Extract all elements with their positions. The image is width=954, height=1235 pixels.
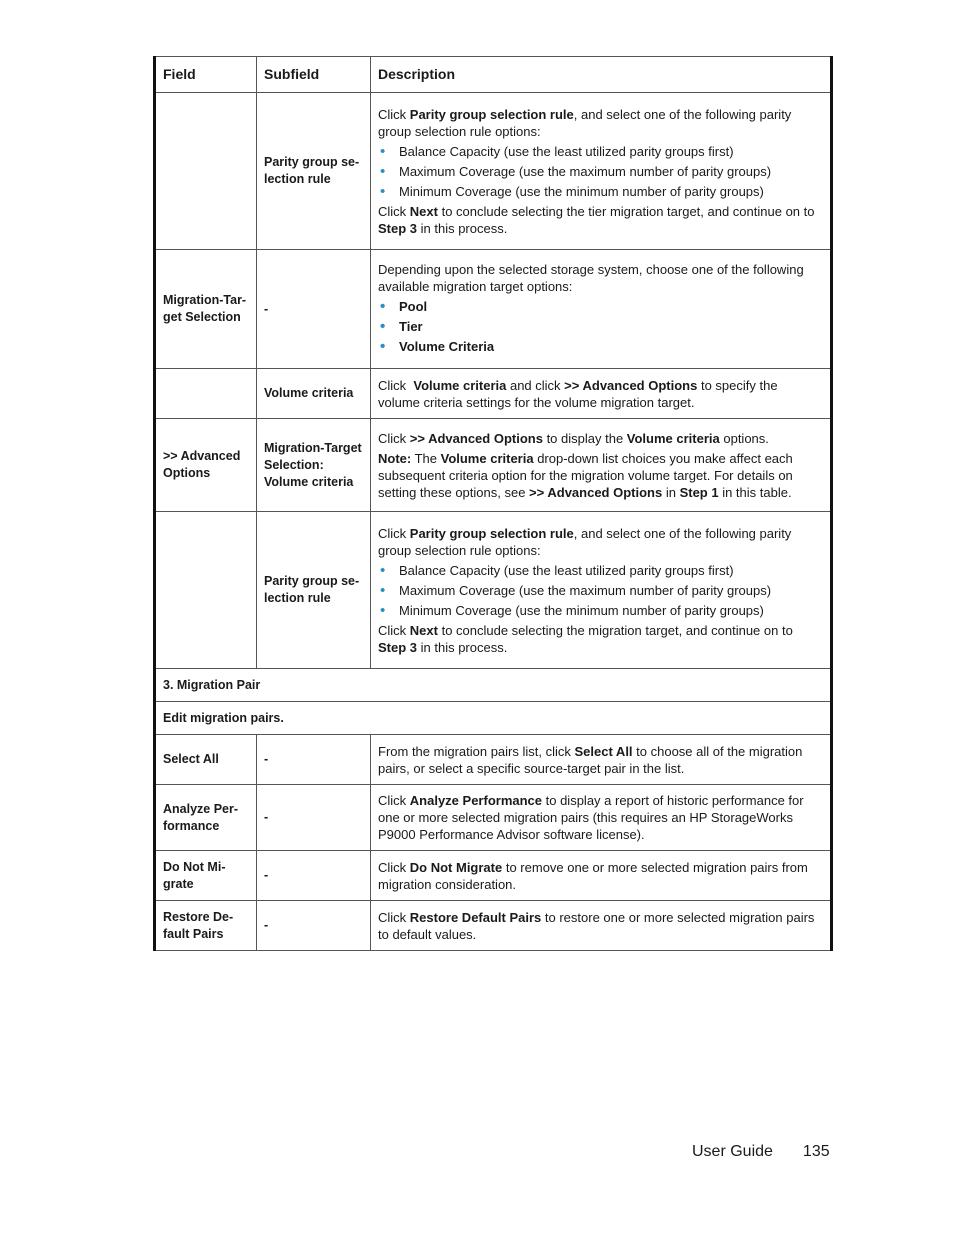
table-row — [155, 785, 832, 851]
table-row — [155, 369, 832, 419]
parameter-table — [153, 56, 833, 951]
list-item: • Tier — [378, 318, 823, 335]
section-row — [155, 702, 832, 735]
field-cell — [155, 369, 257, 419]
bullet-list — [378, 298, 823, 355]
text: to display the — [542, 430, 627, 446]
section-row — [155, 669, 832, 702]
text: to remove one or more selected migration pairs from migration consideration. — [378, 859, 808, 892]
footer-label: User Guide — [692, 1143, 773, 1160]
page-number: 135 — [802, 1143, 830, 1160]
description-cell — [371, 512, 832, 669]
text: Click — [378, 106, 410, 122]
subfield-cell: Parity group se- lection rule — [257, 93, 371, 250]
text-bold: Step 3 — [378, 639, 418, 655]
text-bold: Volume criteria — [413, 377, 507, 393]
section-subtitle: Edit migration pairs. — [155, 702, 832, 735]
text-bold: Volume criteria — [626, 430, 720, 446]
text: Click — [378, 622, 410, 638]
text-bold: Restore Default Pairs — [409, 909, 542, 925]
table-row — [155, 901, 832, 951]
table-header-row — [155, 57, 832, 93]
section-title: 3. Migration Pair — [155, 669, 832, 702]
text-bold: Parity group selection rule — [409, 525, 574, 541]
text: in this process. — [417, 220, 508, 236]
description-cell — [371, 250, 832, 369]
text-bold: Step 1 — [679, 484, 719, 500]
text-bold: Do Not Migrate — [409, 859, 503, 875]
table-row — [155, 735, 832, 785]
list-item: • Balance Capacity (use the least utilized parity groups first) — [378, 143, 823, 160]
description-cell — [371, 369, 832, 419]
description-cell — [371, 901, 832, 951]
field-cell: Analyze Per- formance — [155, 785, 257, 851]
description-cell — [371, 419, 832, 512]
page-footer — [692, 1143, 830, 1161]
text-bold: Step 3 — [378, 220, 418, 236]
text: to specify the volume criteria settings for the volume migration target. — [378, 377, 778, 410]
list-item: • Pool — [378, 298, 823, 315]
subfield-cell: - — [257, 735, 371, 785]
subfield-cell: - — [257, 901, 371, 951]
text: Click — [378, 525, 410, 541]
text: in this table. — [718, 484, 792, 500]
field-cell — [155, 93, 257, 250]
text: to restore one or more selected migration pairs to default values. — [378, 909, 815, 942]
text: to choose all of the migration pairs, or select a specific source-target pair in the list. — [378, 743, 803, 776]
text: Click — [378, 203, 410, 219]
text: options. — [719, 430, 769, 446]
text-bold: Analyze Performance — [409, 793, 543, 808]
field-cell: Restore De- fault Pairs — [155, 901, 257, 951]
table-row — [155, 419, 832, 512]
description-cell — [371, 851, 832, 901]
list-item: • Maximum Coverage (use the maximum number of parity groups) — [378, 582, 823, 599]
description-cell — [371, 93, 832, 250]
text: , and select one of the following parity group selection rule options: — [378, 106, 792, 139]
table-row — [155, 851, 832, 901]
subfield-cell: - — [257, 250, 371, 369]
text-bold: >> Advanced Options — [409, 430, 543, 446]
field-cell — [155, 512, 257, 669]
text-bold: >> Advanced Options — [564, 377, 698, 393]
text: Depending upon the selected storage system, choose one of the following available migration target options: — [378, 261, 804, 294]
text-bold: Select All — [574, 743, 633, 759]
text: in this process. — [417, 639, 508, 655]
list-item: • Volume Criteria — [378, 338, 823, 355]
text: drop-down list choices you make affect each subsequent criteria option for the migration volume target. For details on setting these options, see — [378, 450, 793, 500]
subfield-cell: - — [257, 851, 371, 901]
text: to conclude selecting the migration target, and continue on to — [437, 622, 793, 638]
list-item: • Minimum Coverage (use the minimum number of parity groups) — [378, 183, 823, 200]
text-bold: Parity group selection rule — [409, 106, 574, 122]
text: , and select one of the following parity group selection rule options: — [378, 525, 792, 558]
text: to display a report of historic performance for one or more selected migration pairs (this requires an HP StorageWorks P9000 Performance Advisor software license). — [378, 793, 804, 842]
field-cell: Migration-Tar- get Selection — [155, 250, 257, 369]
text-bold: Next — [409, 622, 438, 638]
text: The — [411, 450, 441, 466]
header-description: Description — [371, 57, 832, 93]
list-item: • Maximum Coverage (use the maximum number of parity groups) — [378, 163, 823, 180]
text-bold: >> Advanced Options — [529, 484, 663, 500]
text: Click — [378, 430, 410, 446]
subfield-cell: Parity group se- lection rule — [257, 512, 371, 669]
text: Click — [378, 909, 410, 925]
description-cell — [371, 785, 832, 851]
table-row — [155, 93, 832, 250]
text: in — [662, 484, 680, 500]
text: From the migration pairs list, click — [378, 743, 575, 759]
description-cell — [371, 735, 832, 785]
text: Click — [378, 793, 410, 808]
text: Click — [378, 859, 410, 875]
table-row — [155, 250, 832, 369]
list-item: • Balance Capacity (use the least utilized parity groups first) — [378, 562, 823, 579]
bullet-list — [378, 143, 823, 200]
header-field: Field — [155, 57, 257, 93]
list-item: • Minimum Coverage (use the minimum number of parity groups) — [378, 602, 823, 619]
field-cell: >> Advanced Options — [155, 419, 257, 512]
text: and click — [506, 377, 565, 393]
text-bold: Volume criteria — [440, 450, 534, 466]
field-cell: Do Not Mi- grate — [155, 851, 257, 901]
header-subfield: Subfield — [257, 57, 371, 93]
table-row — [155, 512, 832, 669]
text: Click — [378, 377, 414, 393]
field-cell: Select All — [155, 735, 257, 785]
subfield-cell: Volume criteria — [257, 369, 371, 419]
subfield-cell: - — [257, 785, 371, 851]
subfield-cell: Migration-Target Selection: Volume criteria — [257, 419, 371, 512]
note-label: Note: — [378, 450, 412, 466]
text-bold: Next — [409, 203, 438, 219]
text: to conclude selecting the tier migration target, and continue on to — [437, 203, 815, 219]
bullet-list — [378, 562, 823, 619]
